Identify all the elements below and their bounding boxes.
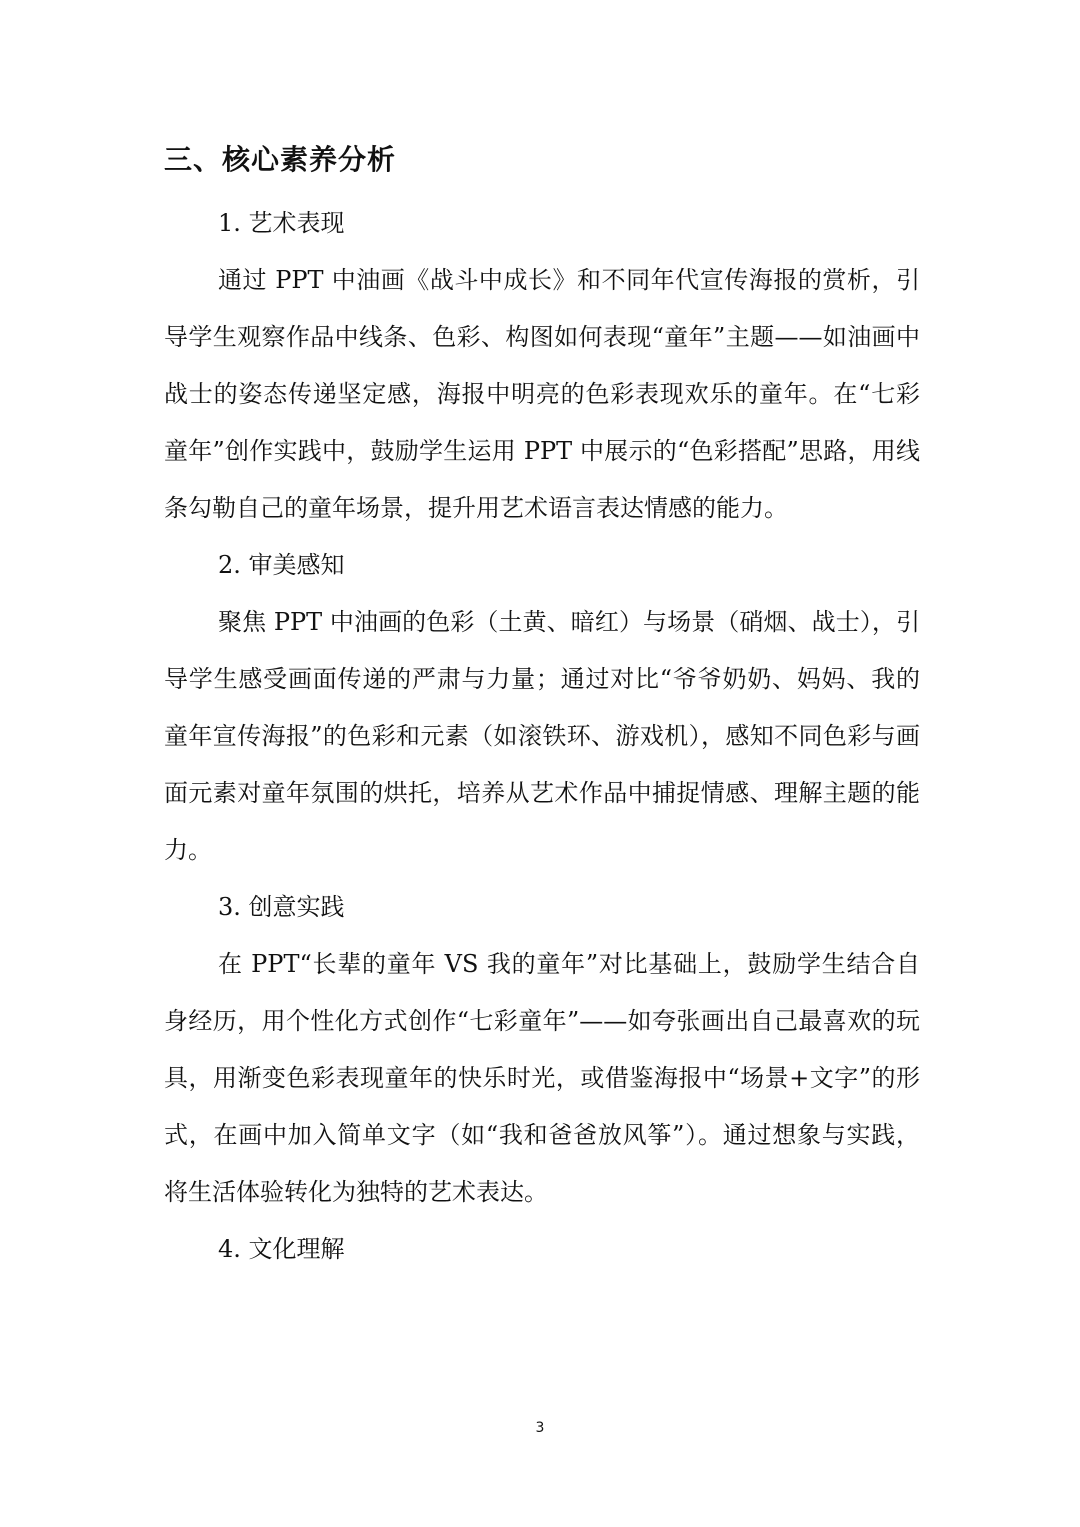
subheading-cultural-understanding: 4. 文化理解 (218, 1235, 345, 1263)
page-number: 3 (535, 1420, 545, 1436)
subheading-aesthetic-perception: 2. 审美感知 (218, 551, 345, 579)
paragraph-aesthetic-perception: 聚焦 PPT 中油画的色彩（土黄、暗红）与场景（硝烟、战士），引导学生感受画面传递的严肃与力量；通过对比“爷爷奶奶、妈妈、我的童年宣传海报”的色彩和元素（如滚铁环、游戏机），感知不同色彩与画面元素对童年氛围的烘托，培养从艺术作品中捕捉情感、理解主题的能力。 (164, 608, 920, 864)
subheading-art-expression: 1. 艺术表现 (218, 209, 345, 237)
section-title: 三、核心素养分析 (164, 143, 397, 176)
subheading-creative-practice: 3. 创意实践 (218, 893, 345, 921)
paragraph-art-expression: 通过 PPT 中油画《战斗中成长》和不同年代宣传海报的赏析，引导学生观察作品中线条、色彩、构图如何表现“童年”主题——如油画中战士的姿态传递坚定感，海报中明亮的色彩表现欢乐的童年。在“七彩童年”创作实践中，鼓励学生运用 PPT 中展示的“色彩搭配”思路，用线条勾勒自己的童年场景，提升用艺术语言表达情感的能力。 (164, 266, 920, 522)
page-content (164, 138, 920, 1278)
paragraph-creative-practice: 在 PPT“长辈的童年 VS 我的童年”对比基础上，鼓励学生结合自身经历，用个性化方式创作“七彩童年”——如夸张画出自己最喜欢的玩具，用渐变色彩表现童年的快乐时光，或借鉴海报中“场景+文字”的形式，在画中加入简单文字（如“我和爸爸放风筝”）。通过想象与实践，将生活体验转化为独特的艺术表达。 (164, 950, 920, 1206)
